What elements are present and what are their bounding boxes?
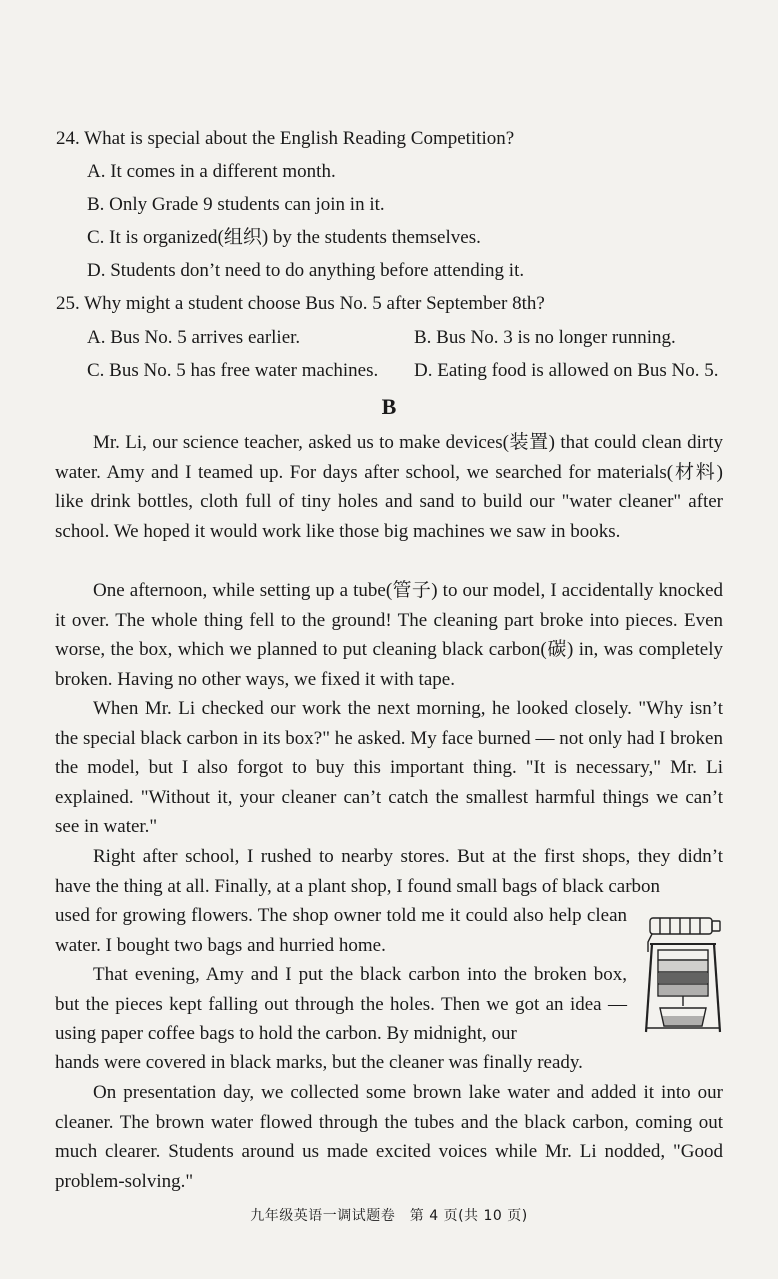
passage-paragraph-4-continued: used for growing flowers. The shop owner told me it could also help clean water. I bought two bags and hurried home. [55, 905, 627, 956]
passage-paragraph-3: When Mr. Li checked our work the next morning, he looked closely. "Why isn’t the special black carbon in its box?" he asked. My face burned — not only had I broken the model, but I also forgot to buy this important thing. "It is necessary," Mr. Li explained. "Without it, your cleaner can’t catch the smallest harmful things we can’t see in water." [55, 698, 723, 837]
passage-paragraph-6: On presentation day, we collected some brown lake water and added it into our cleaner. The brown water flowed through the tubes and the black carbon, coming out much clearer. Students around us made excited voices while Mr. Li nodded, "Good problem-solving." [55, 1082, 723, 1192]
question-24-option-d: D. Students don’t need to do anything before attending it. [87, 260, 525, 281]
question-25-option-a: A. Bus No. 5 arrives earlier. [87, 327, 301, 348]
water-cleaner-illustration [640, 912, 726, 1038]
question-24-option-b: B. Only Grade 9 students can join in it. [87, 194, 385, 215]
question-25-option-b: B. Bus No. 3 is no longer running. [414, 327, 676, 348]
passage-paragraph-4: Right after school, I rushed to nearby stores. But at the first shops, they didn’t have the thing at all. Finally, at a plant shop, I found small bags of black carbon [55, 846, 723, 897]
passage-paragraph-1: Mr. Li, our science teacher, asked us to make devices(装置) that could clean dirty water. Amy and I teamed up. For days after school, we searched for materials(材料) like drink bottles, cloth full of tiny holes and sand to build our "water cleaner" after school. We hoped it would work like those big machines we saw in books. [55, 432, 723, 542]
page-footer: 九年级英语一调试题卷 第 4 页(共 10 页) [250, 1208, 528, 1224]
question-24-stem: 24. What is special about the English Reading Competition? [56, 128, 515, 149]
section-heading: B [381, 394, 397, 419]
question-24-option-a: A. It comes in a different month. [87, 161, 336, 182]
passage-paragraph-2: One afternoon, while setting up a tube(管子) to our model, I accidentally knocked it over. The whole thing fell to the ground! The cleaning part broke into pieces. Even worse, the box, which we planned to put cleaning black carbon(碳) in, was completely broken. Having no other ways, we fixed it with tape. [55, 580, 723, 690]
question-25-option-d: D. Eating food is allowed on Bus No. 5. [414, 360, 719, 381]
question-24-option-c: C. It is organized(组织) by the students themselves. [87, 227, 481, 248]
passage-paragraph-5: That evening, Amy and I put the black carbon into the broken box, but the pieces kept falling out through the holes. Then we got an idea — using paper coffee bags to hold the carbon. By midnight, our [55, 964, 627, 1044]
question-25-option-c: C. Bus No. 5 has free water machines. [87, 360, 379, 381]
passage-paragraph-5-continued: hands were covered in black marks, but the cleaner was finally ready. [55, 1052, 583, 1073]
question-25-stem: 25. Why might a student choose Bus No. 5 after September 8th? [56, 293, 545, 314]
